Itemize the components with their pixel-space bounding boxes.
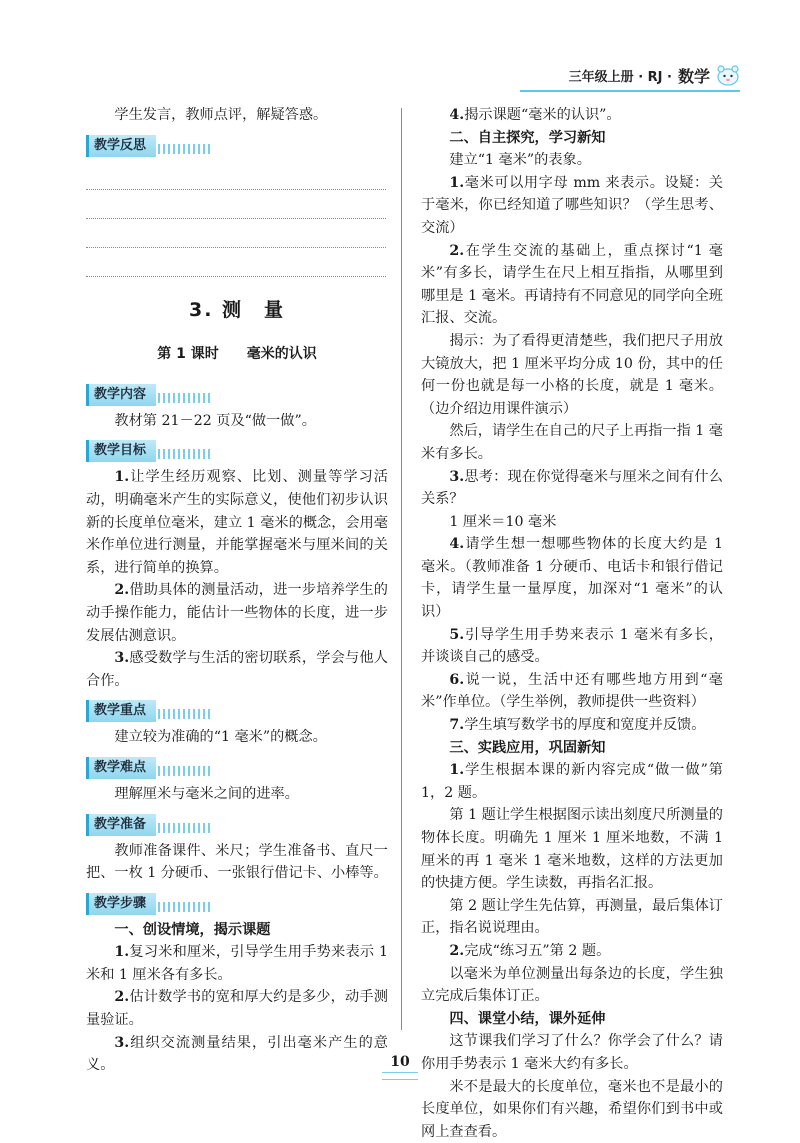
- step-text: 请学生想一想哪些物体的长度大约是 1 毫米。（教师准备 1 分硬币、电话卡和银行借记卡，请学生量一量厚度，加深对“1 毫米”的认识）: [421, 536, 723, 621]
- tag-stripes: [158, 393, 212, 403]
- goals-header: [86, 432, 388, 466]
- step-paragraph: 第 2 题让学生先估算，再测量，最后集体订正，指名说说理由。: [421, 897, 723, 937]
- goal-number: 3.: [114, 650, 130, 667]
- step-item: [421, 533, 723, 623]
- content-tag: 教学内容: [86, 384, 156, 406]
- difficult-text: 理解厘米与毫米之间的进率。: [114, 785, 299, 802]
- step-text: 在学生交流的基础上，重点探讨“1 毫米”有多长，请学生在尺上相互指指，从哪里到哪里是 1 毫米。再请持有不同意见的同学向全班汇报、交流。: [421, 242, 723, 327]
- step-number: 1.: [449, 762, 465, 779]
- step-number: 2.: [114, 989, 130, 1006]
- step-text: 复习米和厘米，引导学生用手势来表示 1 米和 1 厘米各有多长。: [86, 944, 388, 983]
- step-text: 完成“练习五”第 2 题。: [464, 942, 611, 959]
- step-number: 5.: [449, 626, 465, 643]
- steps-tag: 教学步骤: [86, 893, 156, 915]
- step-item: [86, 941, 388, 986]
- step-title: 一、创设情境，揭示课题: [114, 921, 271, 938]
- key-tag: 教学重点: [86, 700, 156, 722]
- tag-stripes: [158, 823, 212, 833]
- reflection-line: [86, 248, 386, 277]
- goal-text: 感受数学与生活的密切联系，学会与他人合作。: [86, 650, 388, 689]
- tag-stripes: [158, 144, 212, 154]
- key-header: [86, 692, 388, 726]
- step-paragraph: 这节课我们学习了什么？你学会了什么？请你用手势表示 1 毫米大约有多长。: [421, 1033, 723, 1072]
- formula: 1 厘米＝10 毫米: [449, 513, 557, 530]
- step-number: 3.: [449, 468, 465, 485]
- step-text: 估计数学书的宽和厚大约是多少，动手测量验证。: [86, 989, 388, 1029]
- lesson-label: 第 1 课时: [157, 346, 219, 363]
- reflection-header: [86, 127, 388, 161]
- step-title: 二、自主探究，学习新知: [449, 129, 606, 146]
- prep-tag: 教学准备: [86, 814, 156, 836]
- lesson-name: 毫米的认识: [246, 346, 317, 363]
- right-column: [421, 104, 723, 1143]
- goal-item: [86, 466, 388, 579]
- grade-label: 三年级上册 · RJ ·: [568, 69, 672, 85]
- step-text: 揭示课题“毫米的认识”。: [464, 107, 621, 123]
- content-header: [86, 376, 388, 410]
- step-item: [421, 759, 723, 804]
- tag-stripes: [158, 902, 212, 912]
- reflection-line: [86, 219, 386, 248]
- step-text: 毫米可以用字母 mm 来表示。设疑：关于毫米，你已经知道了哪些知识？（学生思考、交流）: [421, 174, 723, 236]
- goal-number: 2.: [114, 582, 130, 599]
- lesson-title: [86, 343, 388, 366]
- step-text: 组织交流测量结果，引出毫米产生的意义。: [86, 1034, 388, 1074]
- step-item: [421, 466, 723, 511]
- step-paragraph: 第 1 题让学生根据图示读出刻度尺所测量的物体长度。明确先 1 厘米 1 厘米地数，不满 1 厘米的再 1 毫米 1 毫米地数，这样的方法更加的快捷方便。学生读数，再指名汇报。: [421, 807, 723, 892]
- section-title: 3. 测 量: [188, 298, 286, 321]
- steps-header: [86, 885, 388, 919]
- step-item: [421, 624, 723, 669]
- mascot-icon: [716, 63, 740, 87]
- step-intro: 建立“1 毫米”的表象。: [449, 152, 591, 169]
- step-item: [421, 172, 723, 240]
- intro-line: 学生发言，教师点评，解疑答惑。: [114, 107, 328, 123]
- goal-text: 借助具体的测量活动，进一步培养学生的动手操作能力，能估计一些物体的长度，进一步发展估测意识。: [86, 582, 388, 644]
- column-divider: [401, 108, 402, 1030]
- tag-stripes: [158, 709, 212, 719]
- step-paragraph: 米不是最大的长度单位，毫米也不是最小的长度单位，如果你们有兴趣，希望你们到书中或网上查查看。: [421, 1078, 723, 1140]
- step-item: [421, 240, 723, 330]
- header-rule: [520, 90, 740, 92]
- reflection-tag: 教学反思: [86, 135, 156, 157]
- goal-number: 1.: [114, 469, 130, 486]
- goal-item: [86, 579, 388, 647]
- goal-text: 让学生经历观察、比划、测量等学习活动，明确毫米产生的实际意义，使他们初步认识新的长度单位毫米，建立 1 毫米的概念，会用毫米作单位进行测量，并能掌握毫米与厘米间的关系，进行简单的换算。: [86, 469, 388, 576]
- content-text: 教材第 21－22 页及“做一做”。: [114, 412, 316, 429]
- step-text: 学生根据本课的新内容完成“做一做”第 1，2 题。: [421, 762, 723, 801]
- step-text: 学生填写数学书的厚度和宽度并反馈。: [464, 717, 706, 734]
- goals-tag: 教学目标: [86, 440, 156, 462]
- step-item: [421, 714, 723, 737]
- step-paragraph: 揭示：为了看得更清楚些，我们把尺子用放大镜放大，把 1 厘米平均分成 10 份，其中的任何一份也就是每一小格的长度，就是 1 毫米。（边介绍边用课件演示）: [421, 332, 723, 417]
- running-header: [569, 62, 740, 88]
- step-item: [421, 669, 723, 714]
- page-number: 10: [390, 1054, 410, 1070]
- step-text: 思考：现在你觉得毫米与厘米之间有什么关系？: [421, 468, 723, 508]
- prep-text: 教师准备课件、米尺；学生准备书、直尺一把、一枚 1 分硬币、一张银行借记卡、小棒等。: [86, 842, 388, 882]
- step-item: [421, 104, 723, 127]
- step-number: 3.: [114, 1034, 130, 1051]
- step-title: 四、课堂小结，课外延伸: [449, 1010, 606, 1027]
- step-number: 1.: [114, 944, 130, 961]
- reflection-line: [86, 190, 386, 219]
- step-title: 三、实践应用，巩固新知: [449, 739, 606, 756]
- key-text: 建立较为准确的“1 毫米”的概念。: [114, 729, 327, 746]
- step-paragraph: 以毫米为单位测量出每条边的长度，学生独立完成后集体订正。: [421, 965, 723, 1005]
- step-number: 2.: [449, 242, 465, 259]
- step-item: [86, 986, 388, 1031]
- step-paragraph: 然后，请学生在自己的尺子上再指一指 1 毫米有多长。: [421, 423, 723, 462]
- step-item: [421, 940, 723, 963]
- step-text: 引导学生用手势来表示 1 毫米有多长，并谈谈自己的感受。: [421, 626, 723, 666]
- difficult-header: [86, 749, 388, 783]
- tag-stripes: [158, 449, 212, 459]
- step-number: 2.: [449, 942, 465, 959]
- step-number: 4.: [449, 107, 465, 123]
- step-text: 说一说，生活中还有哪些地方用到“毫米”作单位。（学生举例，教师提供一些资料）: [421, 671, 723, 711]
- tag-stripes: [158, 766, 212, 776]
- subject-label: 数学: [677, 66, 710, 86]
- step-number: 4.: [449, 536, 465, 553]
- difficult-tag: 教学难点: [86, 757, 156, 779]
- step-number: 7.: [449, 717, 465, 734]
- prep-header: [86, 806, 388, 840]
- step-number: 6.: [449, 671, 465, 688]
- goal-item: [86, 647, 388, 692]
- page-number-ornament: [382, 1072, 418, 1080]
- step-number: 1.: [449, 174, 465, 191]
- reflection-line: [86, 161, 386, 190]
- left-column: [86, 104, 388, 1077]
